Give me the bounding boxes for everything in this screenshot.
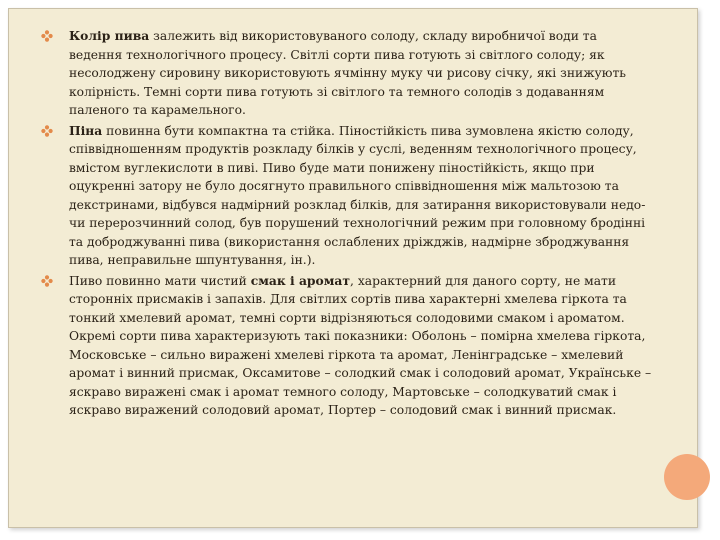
list-item-color [41,27,653,120]
item-intro: Пиво повинно мати чистий [69,273,251,288]
list-item-foam [41,122,653,270]
flower-bullet-icon [41,272,55,291]
content-frame [8,8,698,528]
item-text: , характерний для даного сорту, не мати сторонніх присмаків і запахів. Для світлих сортів пива характерні хмелева гіркота та тонкий хмелевий аромат, темні сорти відрізняються солодовими смаком і ароматом. Окремі сорти пива характеризують такі показники: Оболонь – помірна хмелева гіркота, Московське – сильно виражені хмелеві гіркота та аромат, Ленінградське – хмелевий аромат і винний присмак, Оксамитове – солодкий смак і солодовий аромат, Українське – яскраво виражені смак і аромат темного солоду, Мартовське – солодкуватий смак і яскраво виражений солодовий аромат, Портер – солодовий смак і винний присмак. [69,273,652,417]
item-heading: Піна [69,122,103,138]
item-text: повинна бути компактна та стійка. Піностійкість пива зумовлена якістю солоду, співвідношенням продуктів розкладу білків у суслі, веденням технологічного процесу, вмістом вуглекислоти в пиві. Пиво буде мати понижену піностійкість, якщо при оцукренні затору не було досягнуто правильного співвідношення між мальтозою та декстринами, відбувся надмірний розклад білків, для затирання використовували недо-чи перерозчинний солод, був порушений технологічний режим при головному бродінні та доброджуванні пива (використання ослаблених дріжджів, надмірне зброджування пива, неправильне шпунтування, ін.). [69,123,646,267]
flower-bullet-icon [41,27,55,46]
decorative-circle [664,454,710,500]
item-text: залежить від використовуваного солоду, складу виробничої води та ведення технологічного процесу. Світлі сорти пива готують зі світлого солоду; як несолоджену сировину використовують ячмінну муку чи рисову січку, які знижують колірність. Темні сорти пива готують зі світлого та темного солодів з додаванням паленого та карамельного. [69,29,626,117]
bullet-list [41,27,653,422]
item-heading: Колір пива [69,28,150,43]
flower-bullet-icon [41,122,55,141]
list-item-taste [41,272,653,420]
item-heading: смак і аромат [250,272,350,288]
